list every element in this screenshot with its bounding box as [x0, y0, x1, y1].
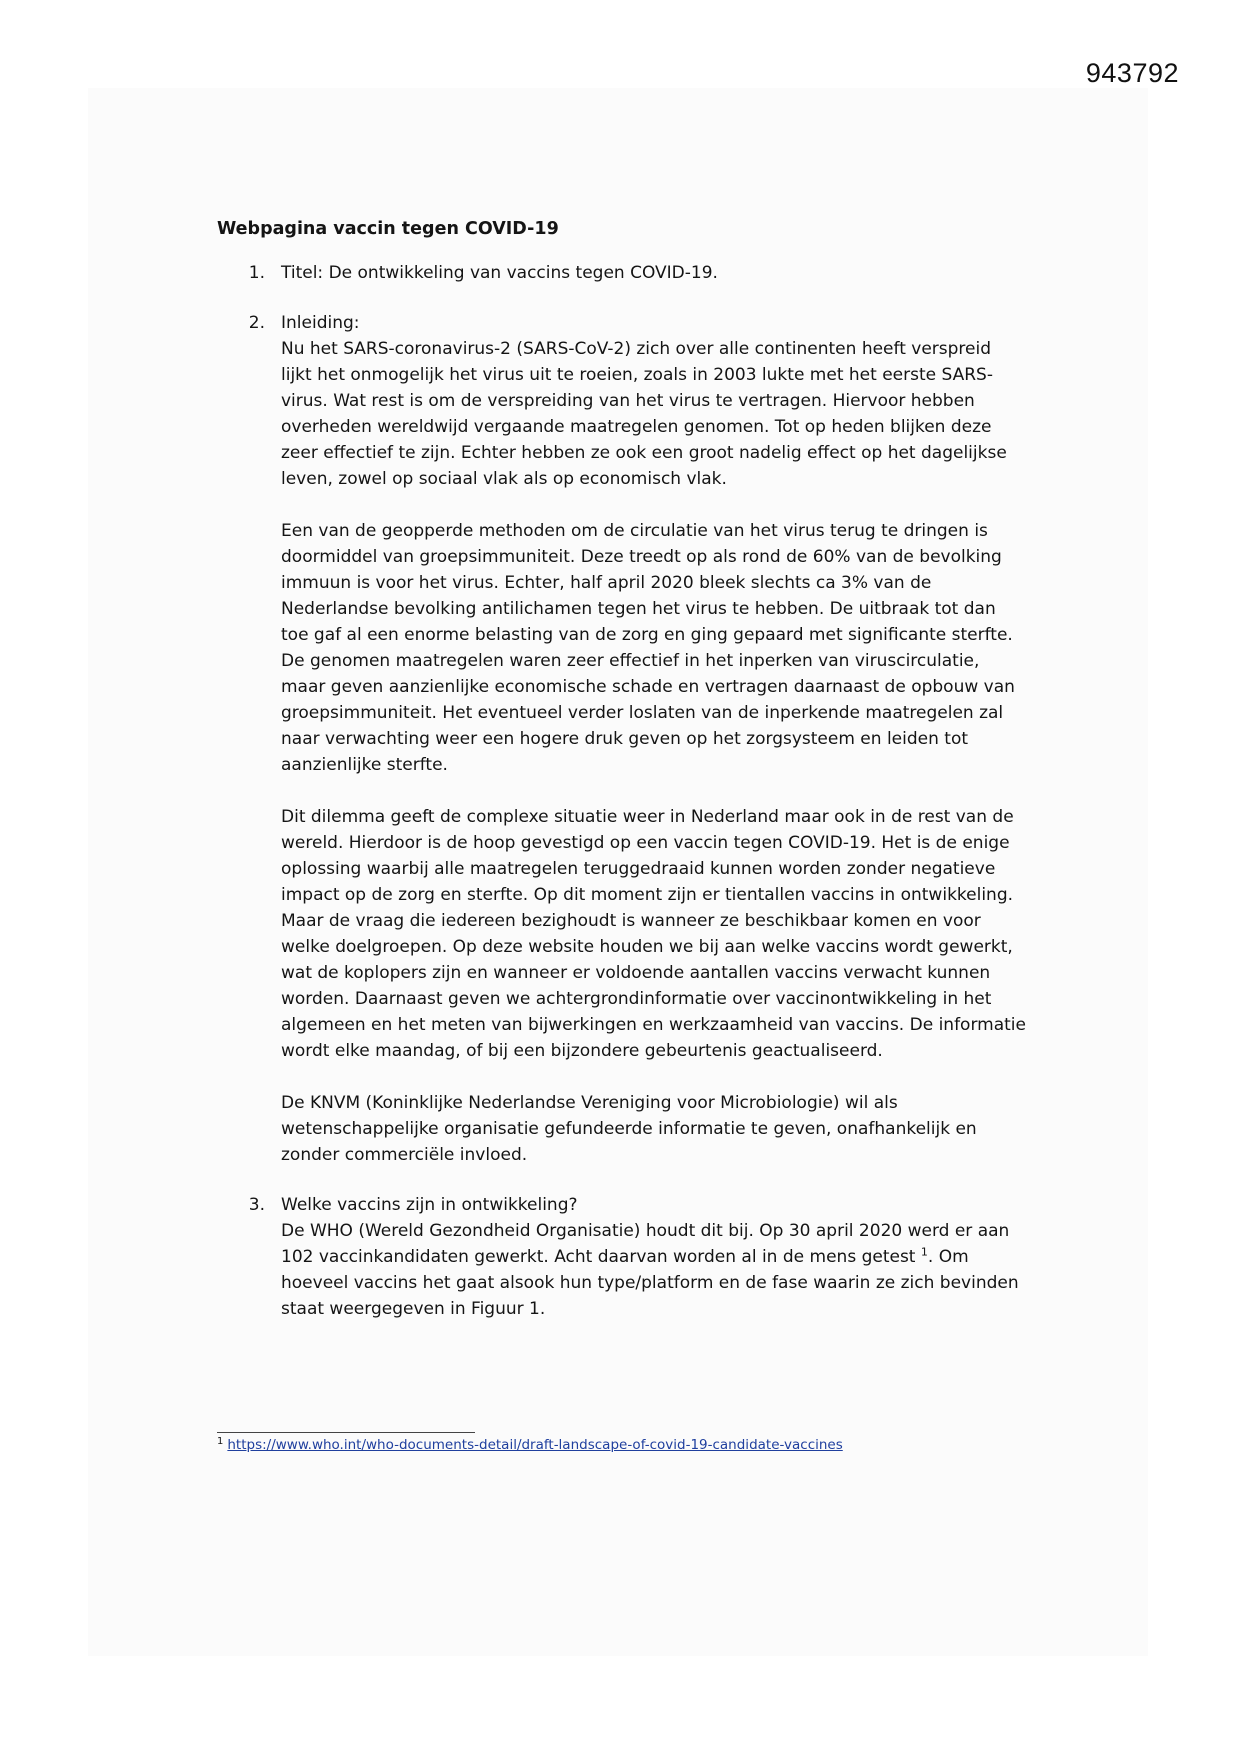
- section-heading: Titel: De ontwikkeling van vaccins tegen COVID-19.: [281, 263, 718, 283]
- footnote-mark: 1: [217, 1435, 224, 1447]
- section-number: 1.: [248, 263, 265, 283]
- paragraph-text: . Om hoeveel vaccins het gaat alsook hun type/platform en de fase waarin ze zich bevinden staat weergegeven in Figuur 1.: [281, 1247, 1019, 1319]
- paragraph: Dit dilemma geeft de complexe situatie weer in Nederland maar ook in de rest van de wereld. Hierdoor is de hoop gevestigd op een vaccin tegen COVID-19. Het is de enige oplossing waarbij alle maatregelen teruggedraaid kunnen worden zonder negatieve impact op de zorg en sterfte. Op dit moment zijn er tientallen vaccins in ontwikkeling. Maar de vraag die iedereen bezighoudt is wanneer ze beschikbaar komen en voor welke doelgroepen. Op deze website houden we bij aan welke vaccins wordt gewerkt, wat de koplopers zijn en wanneer er voldoende aantallen vaccins verwacht kunnen worden. Daarnaast geven we achtergrondinformatie over vaccinontwikkeling in het algemeen en het meten van bijwerkingen en werkzaamheid van vaccins. De informatie wordt elke maandag, of bij een bijzondere gebeurtenis geactualiseerd.: [281, 807, 1026, 1061]
- document-number: 943792: [1085, 58, 1179, 88]
- footnote-divider: [217, 1432, 475, 1433]
- paragraph-text: De WHO (Wereld Gezondheid Organisatie) houdt dit bij. Op 30 april 2020 werd er aan 102 vaccinkandidaten gewerkt. Acht daarvan worden al in de mens getest: [281, 1221, 1010, 1267]
- section-heading: Inleiding:: [281, 313, 360, 333]
- paragraph: De KNVM (Koninklijke Nederlandse Vereniging voor Microbiologie) wil als wetenschappelijke organisatie gefundeerde informatie te geven, onafhankelijk en zonder commerciële invloed.: [281, 1093, 977, 1165]
- section-number: 3.: [248, 1195, 265, 1215]
- footnote: [217, 1437, 843, 1453]
- document-title: Webpagina vaccin tegen COVID-19: [217, 219, 559, 239]
- section-heading: Welke vaccins zijn in ontwikkeling?: [281, 1195, 578, 1215]
- footnote-reference[interactable]: 1: [920, 1245, 928, 1259]
- paragraph: Een van de geopperde methoden om de circulatie van het virus terug te dringen is doormiddel van groepsimmuniteit. Deze treedt op als rond de 60% van de bevolking immuun is voor het virus. Echter, half april 2020 bleek slechts ca 3% van de Nederlandse bevolking antilichamen tegen het virus te hebben. De uitbraak tot dan toe gaf al een enorme belasting van de zorg en ging gepaard met significante sterfte. De genomen maatregelen waren zeer effectief in het inperken van viruscirculatie, maar geven aanzienlijke economische schade en vertragen daarnaast de opbouw van groepsimmuniteit. Het eventueel verder loslaten van de inperkende maatregelen zal naar verwachting weer een hogere druk geven op het zorgsysteem en leiden tot aanzienlijke sterfte.: [281, 521, 1015, 775]
- paragraph: [281, 1218, 1027, 1322]
- footnote-link[interactable]: https://www.who.int/who-documents-detail/draft-landscape-of-covid-19-candidate-vaccines: [227, 1437, 843, 1453]
- section-3: [217, 1192, 1027, 1322]
- document-body: [217, 216, 1027, 1346]
- section-number: 2.: [248, 313, 265, 333]
- section-1: [217, 260, 1027, 286]
- paragraph: Nu het SARS-coronavirus-2 (SARS-CoV-2) zich over alle continenten heeft verspreid lijkt het onmogelijk het virus uit te roeien, zoals in 2003 lukte met het eerste SARS-virus. Wat rest is om de verspreiding van het virus te vertragen. Hiervoor hebben overheden wereldwijd vergaande maatregelen genomen. Tot op heden blijken deze zeer effectief te zijn. Echter hebben ze ook een groot nadelig effect op het dagelijkse leven, zowel op sociaal vlak als op economisch vlak.: [281, 339, 1007, 489]
- section-2: [217, 310, 1027, 1168]
